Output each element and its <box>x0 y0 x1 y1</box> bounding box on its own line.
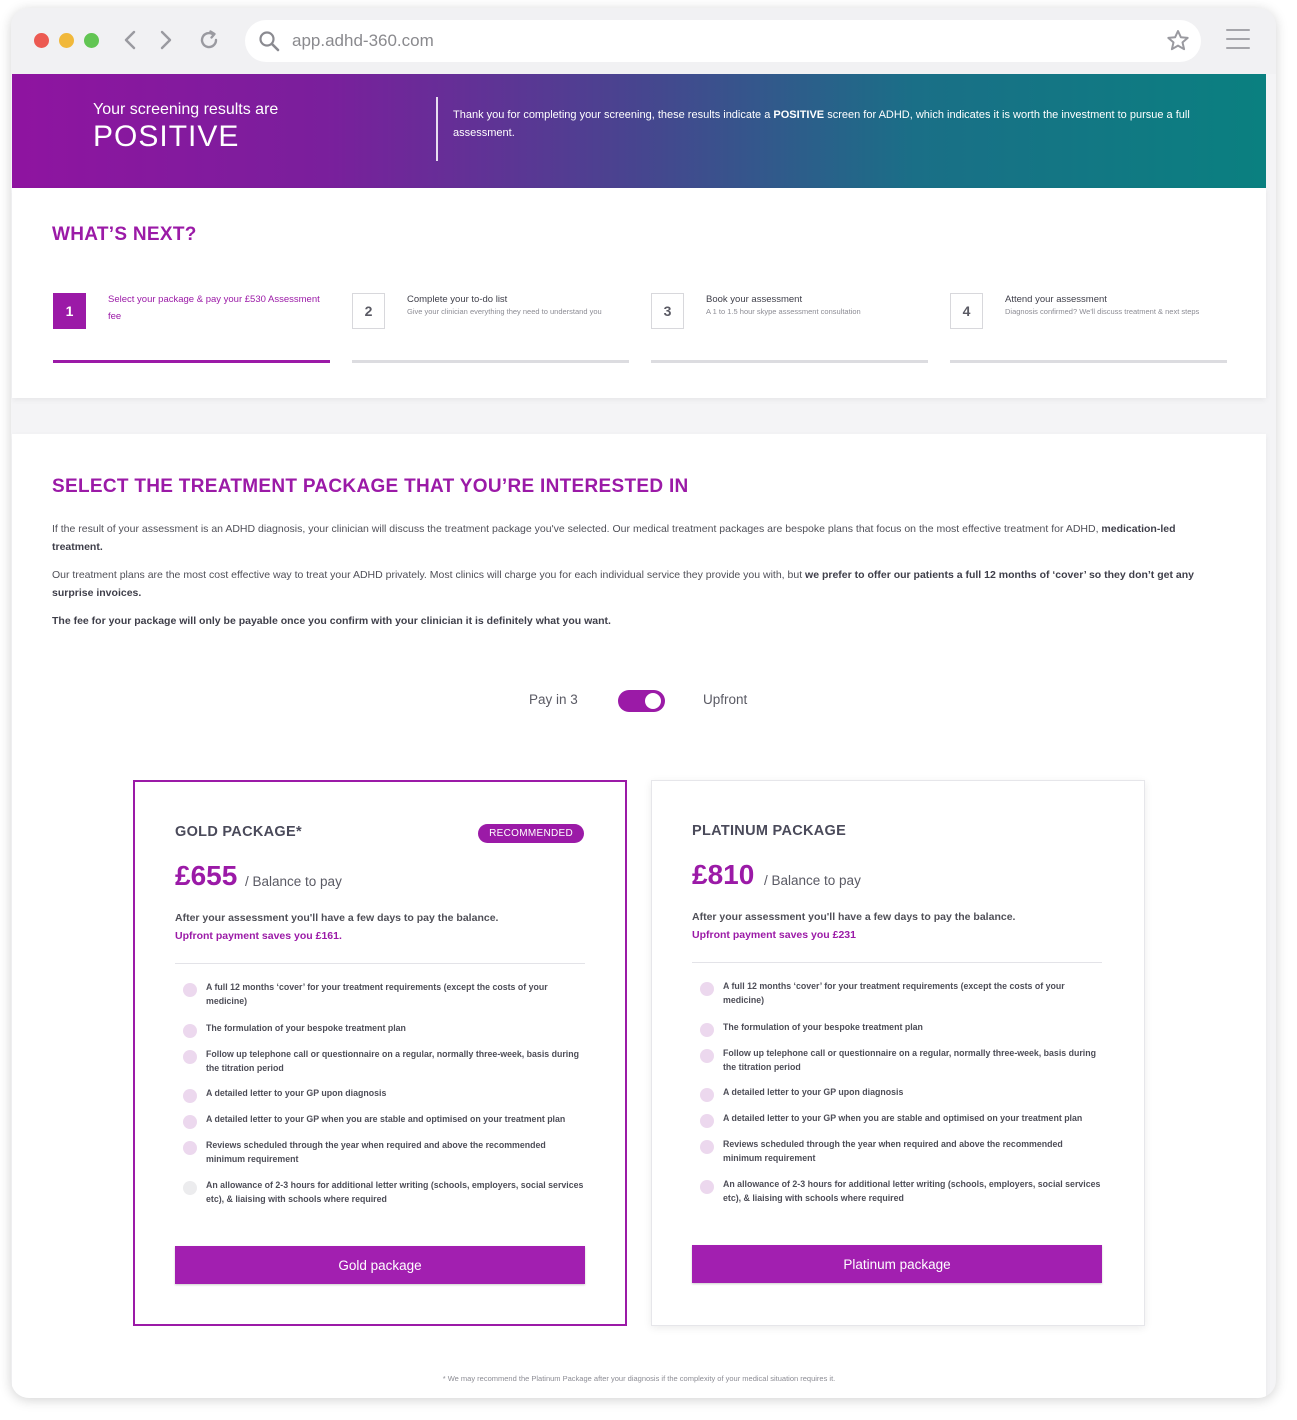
list-item: Follow up telephone call or questionnaire on a regular, normally three-week, basis during the titration period <box>692 1046 1102 1074</box>
list-item: Reviews scheduled through the year when required and above the recommended minimum requirement <box>175 1138 585 1166</box>
gold-package-button[interactable]: Gold package <box>175 1246 585 1284</box>
bullet-dot-icon <box>700 1049 714 1063</box>
treatment-title: SELECT THE TREATMENT PACKAGE THAT YOU’RE INTERESTED IN <box>52 476 689 497</box>
platinum-package-card <box>651 780 1145 1326</box>
results-message: Thank you for completing your screening, these results indicate a POSITIVE screen for ADHD, which indicates it is worth the investment to pursue a full assessment. <box>453 109 1190 139</box>
package-price: £810 <box>692 859 755 890</box>
step-title: Select your package & pay your £530 Assessment fee <box>108 294 320 322</box>
price-subtitle: / Balance to pay <box>245 874 342 889</box>
bullet-dot-icon <box>183 1115 197 1129</box>
list-item: The formulation of your bespoke treatment plan <box>692 1020 1102 1034</box>
step-title: Book your assessment <box>706 294 803 305</box>
list-item: A detailed letter to your GP when you are stable and optimised on your treatment plan <box>175 1112 585 1126</box>
package-name: PLATINUM PACKAGE <box>692 823 847 839</box>
bullet-dot-icon <box>183 1024 197 1038</box>
bullet-dot-icon <box>183 1141 197 1155</box>
back-arrow-icon[interactable] <box>117 26 145 54</box>
bullet-dot-icon <box>183 1181 197 1195</box>
package-divider <box>175 963 585 964</box>
step-description: A 1 to 1.5 hour skype assessment consultation <box>706 307 861 316</box>
bullet-dot-icon <box>183 1089 197 1103</box>
package-name: GOLD PACKAGE* <box>175 824 302 840</box>
step-number: 4 <box>950 293 983 329</box>
close-window-button[interactable] <box>34 33 49 48</box>
intro-paragraph-1: If the result of your assessment is an ADHD diagnosis, your clinician will discuss the treatment package you've selected. Our medical treatment packages are bespoke plans that focus on the most effective treatment for ADHD, medication-led treatment. <box>52 523 1176 553</box>
results-subtitle: Your screening results are <box>93 101 279 118</box>
platinum-package-button[interactable]: Platinum package <box>692 1245 1102 1283</box>
search-icon <box>257 29 281 53</box>
bullet-dot-icon <box>700 1088 714 1102</box>
step-1[interactable] <box>53 290 330 366</box>
results-banner <box>12 74 1266 188</box>
step-number: 2 <box>352 293 385 329</box>
step-progress-bar <box>53 360 330 363</box>
switch-knob <box>645 693 661 709</box>
upfront-label[interactable]: Upfront <box>703 692 748 707</box>
intro-paragraph-3: The fee for your package will only be payable once you confirm with your clinician it is definitely what you want. <box>52 615 611 627</box>
whats-next-card <box>12 188 1266 398</box>
step-title: Complete your to-do list <box>407 294 508 305</box>
step-title: Attend your assessment <box>1005 294 1107 305</box>
step-description: Give your clinician everything they need to understand you <box>407 307 602 316</box>
intro-paragraph-2: Our treatment plans are the most cost effective way to treat your ADHD privately. Most clinics will charge you for each individual service they provide you with, but we prefer to offer our patients a full 12 months of ‘cover’ so they don’t get any surprise invoices. <box>52 569 1194 599</box>
savings-note: Upfront payment saves you £161. <box>175 930 342 942</box>
bullet-dot-icon <box>700 1114 714 1128</box>
bullet-dot-icon <box>700 1180 714 1194</box>
bullet-dot-icon <box>183 1050 197 1064</box>
minimize-window-button[interactable] <box>59 33 74 48</box>
step-4[interactable] <box>950 290 1227 366</box>
maximize-window-button[interactable] <box>84 33 99 48</box>
list-item: The formulation of your bespoke treatment plan <box>175 1021 585 1035</box>
package-divider <box>692 962 1102 963</box>
bullet-dot-icon <box>700 982 714 996</box>
feature-list <box>692 979 1102 1205</box>
step-progress-bar <box>651 360 928 363</box>
list-item: A detailed letter to your GP upon diagnosis <box>692 1085 1102 1099</box>
list-item: A full 12 months ‘cover’ for your treatment requirements (except the costs of your medicine) <box>692 979 1102 1007</box>
step-3[interactable] <box>651 290 928 366</box>
bookmark-star-icon[interactable] <box>1165 28 1191 54</box>
list-item: A detailed letter to your GP when you are stable and optimised on your treatment plan <box>692 1111 1102 1125</box>
list-item: A detailed letter to your GP upon diagnosis <box>175 1086 585 1100</box>
bullet-dot-icon <box>700 1023 714 1037</box>
step-number: 3 <box>651 293 684 329</box>
list-item: A full 12 months ‘cover’ for your treatment requirements (except the costs of your medicine) <box>175 980 585 1008</box>
price-subtitle: / Balance to pay <box>764 873 861 888</box>
step-number: 1 <box>53 293 86 329</box>
browser-toolbar <box>11 8 1276 74</box>
gold-package-card <box>133 780 627 1326</box>
bullet-dot-icon <box>183 983 197 997</box>
browser-window <box>11 8 1276 1398</box>
pay-in-3-label[interactable]: Pay in 3 <box>529 692 578 707</box>
list-item: Reviews scheduled through the year when required and above the recommended minimum requirement <box>692 1137 1102 1165</box>
reload-icon[interactable] <box>195 26 223 54</box>
step-2[interactable] <box>352 290 629 366</box>
forward-arrow-icon[interactable] <box>151 26 179 54</box>
treatment-package-card <box>12 434 1266 1398</box>
step-description: Diagnosis confirmed? We'll discuss treatment & next steps <box>1005 307 1200 316</box>
results-status: POSITIVE <box>93 120 240 153</box>
feature-list <box>175 980 585 1206</box>
step-progress-bar <box>950 360 1227 363</box>
payment-mode-switch[interactable] <box>618 690 665 712</box>
url-text[interactable]: app.adhd-360.com <box>292 31 434 50</box>
balance-note: After your assessment you'll have a few days to pay the balance. <box>175 912 499 924</box>
balance-note: After your assessment you'll have a few days to pay the balance. <box>692 911 1016 923</box>
list-item: An allowance of 2-3 hours for additional letter writing (schools, employers, social services etc), & liaising with schools where required <box>692 1177 1102 1205</box>
payment-toggle-row <box>12 687 1266 717</box>
recommended-badge: RECOMMENDED <box>478 824 584 843</box>
bullet-dot-icon <box>700 1140 714 1154</box>
package-price: £655 <box>175 860 238 891</box>
list-item: Follow up telephone call or questionnaire on a regular, normally three-week, basis during the titration period <box>175 1047 585 1075</box>
whats-next-title: WHAT’S NEXT? <box>52 224 197 245</box>
savings-note: Upfront payment saves you £231 <box>692 929 856 941</box>
address-bar[interactable] <box>245 20 1201 62</box>
footnote: * We may recommend the Platinum Package after your diagnosis if the complexity of your medical situation requires it. <box>442 1374 836 1383</box>
hamburger-menu-icon[interactable] <box>1226 29 1250 51</box>
banner-divider <box>436 97 438 161</box>
step-progress-bar <box>352 360 629 363</box>
list-item: An allowance of 2-3 hours for additional letter writing (schools, employers, social services etc), & liaising with schools where required <box>175 1178 585 1206</box>
